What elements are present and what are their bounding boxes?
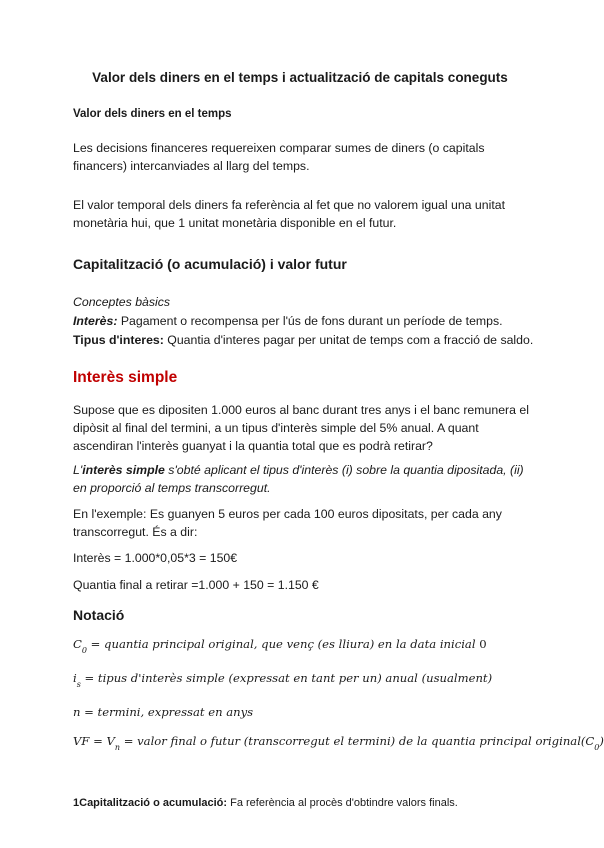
footnote-number: 1: [73, 797, 80, 809]
section-heading-capitalitzacio: Capitalització (o acumulació) i valor futur: [73, 256, 347, 272]
footnote-text: Fa referència al procès d'obtindre valors finals.: [227, 797, 458, 809]
formula-vf: VF = $V_n$ = valor final o futur (transcorregut el termini) de la quantia principal $original(C_0)$: [73, 734, 604, 752]
paragraph-decisions: Les decisions financeres requereixen comparar sumes de diners (o capitals financers) intercanviades al llarg del temps.: [73, 141, 485, 173]
definition-interes: [73, 312, 543, 330]
term-interes-simple: interès simple: [82, 463, 165, 477]
section-heading-valor: Valor dels diners en el temps: [73, 108, 232, 120]
definition-interes-text: Pagament o recompensa per l'ús de fons durant un període de temps.: [117, 314, 503, 328]
paragraph-valor-temporal: El valor temporal dels diners fa referència al fet que no valorem igual una unitat monetària hui, que 1 unitat monetària disponible en el futur.: [73, 198, 506, 230]
section-heading-interes-simple: Interès simple: [73, 369, 178, 386]
formula-c0: $C_0$ = quantia principal original, que venç (es lliura) en la data inicial 0: [73, 637, 487, 655]
paragraph-exemple: En l'exemple: Es guanyen 5 euros per cada 100 euros dipositats, per cada any transcorregut. És a dir:: [73, 507, 502, 539]
calculation-interes: Interès = 1.000*0,05*3 = 150€: [73, 551, 238, 565]
definition-tipus-text: Quantia d'interes pagar per unitat de temps com a fracció de saldo.: [163, 333, 534, 347]
formula-is: $i_s$ = tipus d'interès simple (expressat en tant per un) anual (usualment): [73, 671, 493, 689]
term-tipus: Tipus d'interes:: [73, 333, 164, 347]
paragraph-definition-interes-simple: L'interès simple s'obté aplicant el tipus d'interès (i) sobre la quantia dipositada, (ii) en proporció al temps transcorregut.: [73, 463, 524, 495]
definition-tipus: [73, 331, 543, 349]
term-interes: Interès:: [73, 314, 118, 328]
paragraph-supose: Supose que es dipositen 1.000 euros al banc durant tres anys i el banc remunera el dipòsit al final del termini, a un tipus d'interès simple del 5% anual. A quant ascendiran l'interès guanyat i la quantia total que es podrà retirar?: [73, 403, 529, 453]
footnote: [73, 797, 458, 809]
section-heading-notacio: Notació: [73, 607, 125, 623]
subheading-conceptes: Conceptes bàsics: [73, 295, 171, 309]
formula-n: n = termini, expressat en anys: [73, 705, 254, 719]
calculation-quantia-final: Quantia final a retirar =1.000 + 150 = 1.150 €: [73, 578, 319, 592]
footnote-term: Capitalització o acumulació:: [79, 797, 228, 809]
document-title: Valor dels diners en el temps i actualització de capitals coneguts: [92, 70, 508, 85]
